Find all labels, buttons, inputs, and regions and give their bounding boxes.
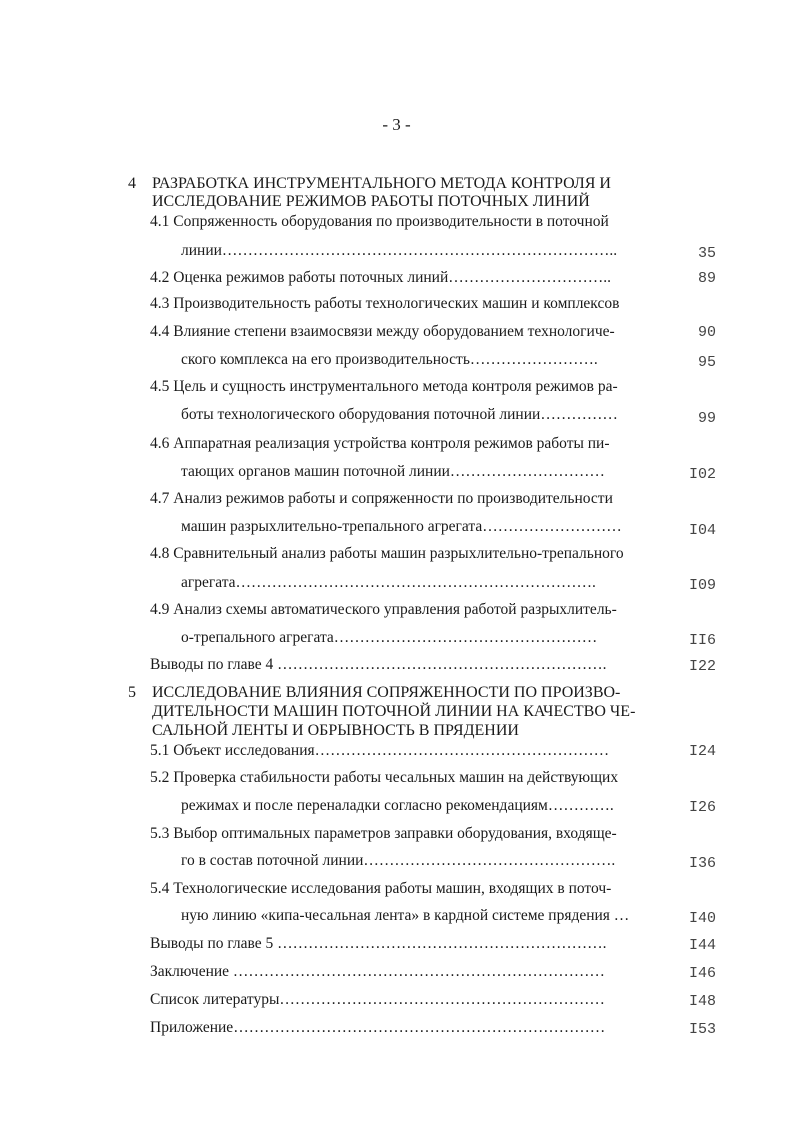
toc-entry-4-4-page-2: 95 (697, 354, 716, 371)
toc-entry-4-3: 4.3 Производительность работы технологических машин и комплексов (150, 295, 620, 312)
toc-entry-4-5-line-2: боты технологического оборудования поточной линии…………… (181, 406, 618, 423)
toc-entry-4-2: 4.2 Оценка режимов работы поточных линий………………………….. (150, 269, 612, 286)
toc-conclusions-5-page: I44 (688, 937, 716, 954)
toc-entry-4-6-page: I02 (688, 466, 716, 483)
toc-entry-4-4-line-2: ского комплекса на его производительность……………………. (181, 351, 598, 368)
toc-entry-5-2-line-2: режимах и после переналадки согласно рекомендациям…………. (181, 797, 614, 814)
toc-conclusions-4: Выводы по главе 4 ………………………………………………………. (150, 656, 607, 673)
toc-entry-4-7-page: I04 (688, 522, 716, 539)
toc-entry-5-4-line-2: ную линию «кипа-чесальная лента» в кардной системе прядения … (181, 907, 630, 924)
toc-entry-4-6-line-1: 4.6 Аппаратная реализация устройства контроля режимов работы пи- (150, 435, 610, 452)
toc-appendix-page: I53 (688, 1021, 716, 1038)
toc-entry-5-4-line-1: 5.4 Технологические исследования работы машин, входящих в поточ- (150, 880, 612, 897)
toc-entry-4-4-line-1: 4.4 Влияние степени взаимосвязи между оборудованием технологиче- (150, 323, 615, 340)
toc-entry-5-4-page: I40 (688, 910, 716, 927)
toc-entry-4-2-page: 89 (697, 270, 716, 287)
toc-entry-5-1: 5.1 Объект исследования………………………………………………… (150, 742, 610, 759)
toc-entry-4-7-line-1: 4.7 Анализ режимов работы и сопряженности по производительности (150, 490, 613, 507)
toc-entry-4-9-line-2: о-трепального агрегата…………………………………………… (181, 629, 598, 646)
toc-conclusion: Заключение ……………………………………………………………… (150, 963, 605, 980)
chapter-5-number: 5 (128, 684, 136, 701)
chapter-4-title-line-2: ИССЛЕДОВАНИЕ РЕЖИМОВ РАБОТЫ ПОТОЧНЫХ ЛИНИЙ (152, 193, 590, 210)
toc-entry-4-1-page: 35 (697, 245, 716, 262)
toc-entry-4-1-line-2: линии………………………………………………………………….. (181, 242, 618, 259)
toc-entry-4-4-page-1: 90 (697, 324, 716, 341)
toc-entry-4-9-page: II6 (688, 632, 716, 649)
toc-conclusion-page: I46 (688, 965, 716, 982)
toc-entry-5-2-line-1: 5.2 Проверка стабильности работы чесальных машин на действующих (150, 769, 619, 786)
toc-entry-4-8-line-2: агрегата……………………………………………………………. (181, 574, 596, 591)
toc-entry-4-8-line-1: 4.8 Сравнительный анализ работы машин разрыхлительно-трепального (150, 545, 624, 562)
chapter-5-title-line-3: САЛЬНОЙ ЛЕНТЫ И ОБРЫВНОСТЬ В ПРЯДЕНИИ (152, 722, 519, 739)
chapter-5-title-line-1: ИССЛЕДОВАНИЕ ВЛИЯНИЯ СОПРЯЖЕННОСТИ ПО ПРОИЗВО- (152, 684, 621, 701)
toc-entry-4-1-line-1: 4.1 Сопряженность оборудования по производительности в поточной (150, 213, 609, 230)
chapter-4-number: 4 (128, 175, 136, 192)
toc-references: Список литературы……………………………………………………… (150, 991, 605, 1008)
toc-entry-4-7-line-2: машин разрыхлительно-трепального агрегата……………………… (181, 518, 622, 535)
toc-entry-4-5-page: 99 (697, 410, 716, 427)
toc-conclusions-4-page: I22 (688, 658, 716, 675)
toc-entry-4-5-line-1: 4.5 Цель и сущность инструментального метода контроля режимов ра- (150, 378, 618, 395)
toc-references-page: I48 (688, 993, 716, 1010)
toc-conclusions-5: Выводы по главе 5 ………………………………………………………. (150, 935, 607, 952)
toc-entry-5-3-line-2: го в состав поточной линии…………………………………………. (181, 852, 616, 869)
toc-entry-4-8-page: I09 (688, 577, 716, 594)
toc-entry-4-6-line-2: тающих органов машин поточной линии………………………… (181, 463, 605, 480)
page-number: - 3 - (382, 115, 411, 134)
chapter-5-title-line-2: ДИТЕЛЬНОСТИ МАШИН ПОТОЧНОЙ ЛИНИИ НА КАЧЕСТВО ЧЕ- (152, 703, 636, 720)
toc-entry-5-3-line-1: 5.3 Выбор оптимальных параметров заправки оборудования, входяще- (150, 825, 617, 842)
toc-entry-4-9-line-1: 4.9 Анализ схемы автоматического управления работой разрыхлитель- (150, 601, 617, 618)
toc-entry-5-2-page: I26 (688, 799, 716, 816)
toc-appendix: Приложение……………………………………………………………… (150, 1019, 606, 1036)
toc-entry-5-1-page: I24 (688, 743, 716, 760)
toc-entry-5-3-page: I36 (688, 855, 716, 872)
chapter-4-title-line-1: РАЗРАБОТКА ИНСТРУМЕНТАЛЬНОГО МЕТОДА КОНТРОЛЯ И (152, 175, 611, 192)
